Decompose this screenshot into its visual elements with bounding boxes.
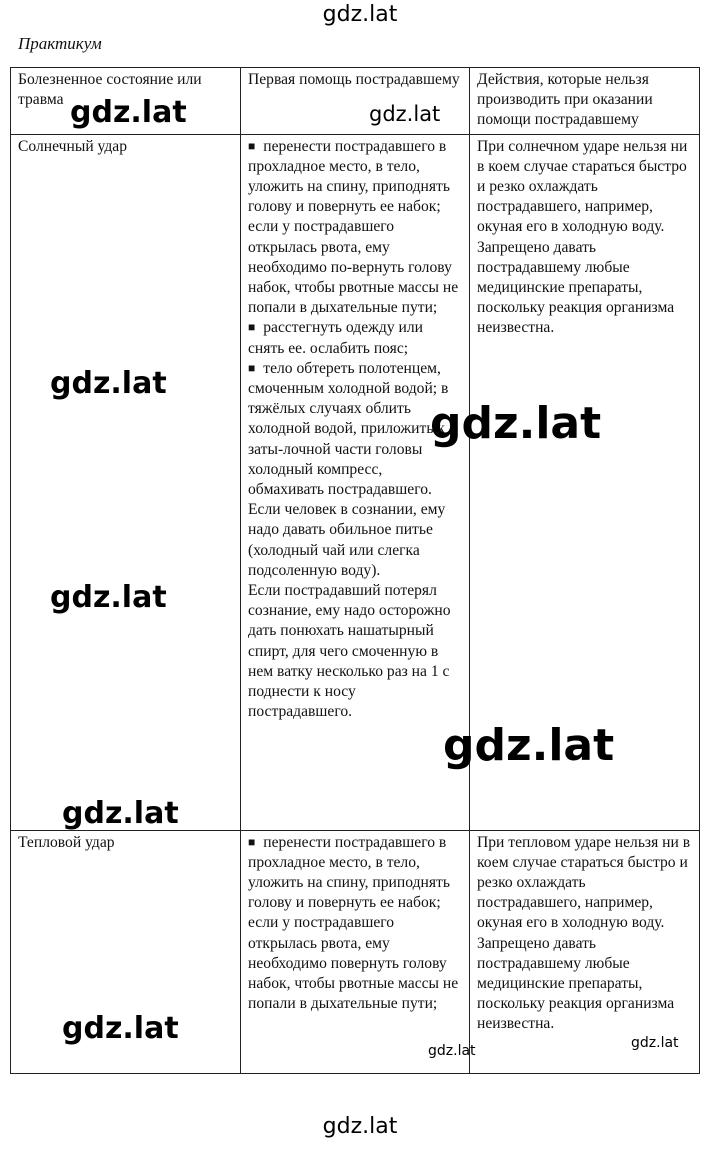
section-title: Практикум (18, 34, 102, 53)
watermark: gdz.lat (443, 720, 615, 771)
condition-cell: Солнечный удар (11, 134, 241, 830)
square-bullet-icon: ■ (248, 138, 256, 153)
condition-cell: Тепловой удар (11, 830, 241, 1073)
first-aid-table (10, 67, 700, 1074)
watermark: gdz.lat (70, 95, 187, 130)
forbidden-paragraph: Запрещено давать пострадавшему любые медицинские препараты, поскольку реакция организма неизвестна. (477, 934, 675, 1033)
watermark: gdz.lat (50, 366, 167, 401)
watermark: gdz.lat (50, 580, 167, 615)
header-condition: Болезненное состояние или травма (11, 68, 241, 135)
forbidden-paragraph: При тепловом ударе нельзя ни в коем случае стараться быстро и резко охлаждать пострадавшего, например, окуная его в холодную воду. (477, 833, 691, 932)
watermark: gdz.lat (631, 1035, 679, 1051)
watermark: gdz.lat (62, 796, 179, 831)
watermark: gdz.lat (369, 102, 441, 126)
watermark-bottom: gdz.lat (322, 1114, 398, 1139)
aid-bullet-item: ■ перенести пострадавшего в прохладное место, в тело, уложить на спину, приподнять голову и повернуть ее набок; если у пострадавшего открылась рвота, ему необходимо повернуть голову набок, чтобы рвотные массы не попали в дыхательные пути; (248, 833, 459, 1013)
square-bullet-icon: ■ (248, 834, 256, 849)
aid-paragraph: Если человек в сознании, ему надо давать обильное питье (холодный чай или слегка подсоленную воду). (248, 501, 446, 579)
aid-bullet-item: ■ расстегнуть одежду или снять ее. ослабить пояс; (248, 319, 423, 357)
square-bullet-icon: ■ (248, 320, 256, 335)
watermark: gdz.lat (428, 1043, 476, 1059)
forbidden-paragraph: При солнечном ударе нельзя ни в коем случае стараться быстро и резко охлаждать пострадавшего, например, окуная его в холодную воду. (477, 137, 688, 236)
header-forbidden: Действия, которые нельзя производить при оказании помощи пострадавшему (470, 68, 700, 135)
watermark: gdz.lat (62, 1011, 179, 1046)
aid-bullet-item: ■ тело обтереть полотенцем, смоченным холодной водой; в тяжёлых случаях облить холодной водой, приложить к заты-лочной части головы холодный компресс, обмахивать пострадавшего. (248, 359, 449, 499)
square-bullet-icon: ■ (248, 360, 256, 375)
aid-bullet-item: ■ перенести пострадавшего в прохладное место, в тело, уложить на спину, приподнять голову и повернуть ее набок; если у пострадавшего открылась рвота, ему необходимо по-вернуть голову набок, чтобы рвотные массы не попали в дыхательные пути; (248, 137, 459, 317)
forbidden-paragraph: Запрещено давать пострадавшему любые медицинские препараты, поскольку реакция организма неизвестна. (477, 238, 675, 337)
first-aid-cell (241, 134, 470, 830)
watermark-top: gdz.lat (322, 2, 398, 27)
header-first-aid: Первая помощь пострадавшему (241, 68, 470, 135)
aid-paragraph: Если пострадавший потерял сознание, ему надо осторожно дать понюхать нашатырный спирт, для чего смоченную в нем ватку несколько раз на 1 с поднести к носу пострадавшего. (248, 582, 451, 721)
watermark: gdz.lat (430, 398, 602, 449)
first-aid-cell (241, 830, 470, 1073)
